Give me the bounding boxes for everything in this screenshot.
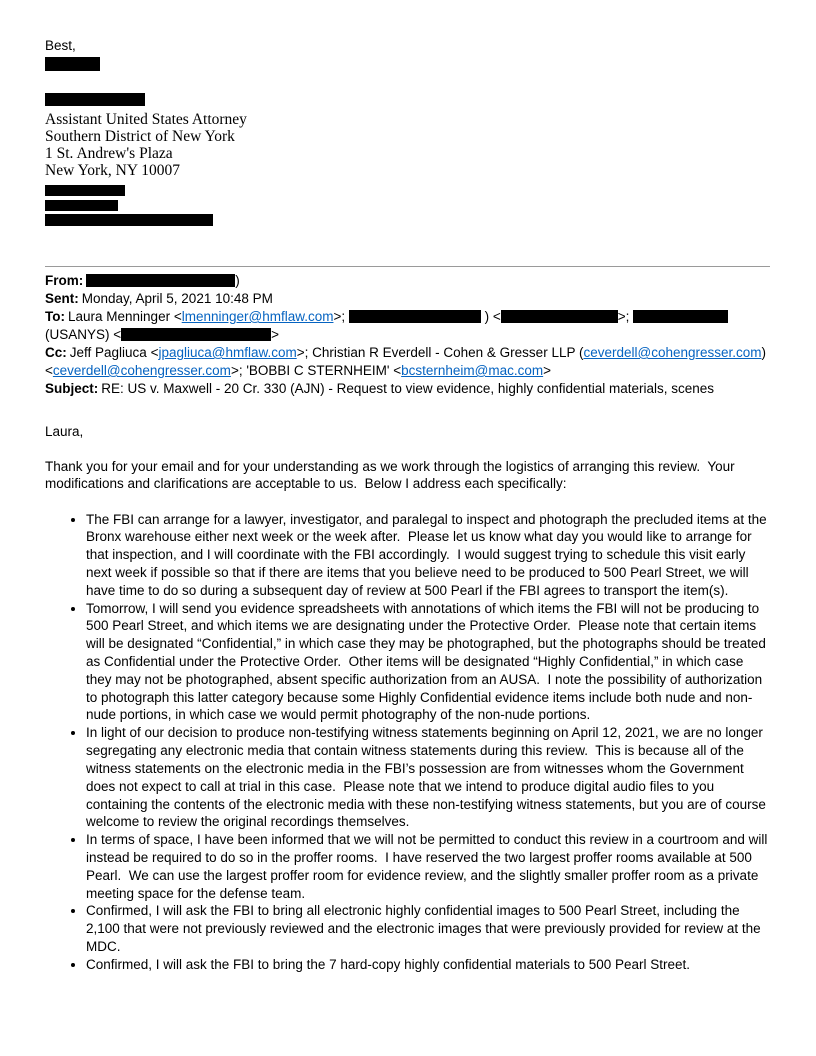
- redaction-fax-number: [45, 200, 118, 211]
- cc-label: Cc:: [45, 345, 67, 360]
- cc-text: Jeff Pagliuca <: [69, 345, 159, 360]
- bullet-item-hard-copy: • Confirmed, I will ask the FBI to bring the 7 hard-copy highly confidential materials to 500 Pearl Street.: [86, 956, 770, 974]
- redaction-to-recipient-2: [633, 310, 728, 323]
- to-text: >;: [617, 309, 634, 324]
- redaction-to-recipient-2-email: [121, 328, 271, 341]
- email-header: [45, 272, 770, 398]
- cc-email-link-everdell-2[interactable]: ceverdell@cohengresser.com: [52, 363, 231, 378]
- bullet-item-electronic-images: • Confirmed, I will ask the FBI to bring all electronic highly confidential images to 500 Pearl Street, including the 2,100 that were not previously reviewed and the electronic images that were previously provided for review at the MDC.: [86, 902, 770, 955]
- redaction-from-sender: [86, 274, 235, 287]
- bullet-item-proffer-rooms: • In terms of space, I have been informed that we will not be permitted to conduct this review in a courtroom and will instead be required to do so in the proffer rooms. I have reserved the two largest proffer rooms available at 500 Pearl. We can use the largest proffer room for evidence review, and the slightly smaller proffer room as a private meeting space for the defense team.: [86, 831, 770, 902]
- signature-title: Assistant United States Attorney: [45, 111, 247, 128]
- to-text: >: [271, 327, 280, 342]
- signature-block: [45, 93, 770, 226]
- bullet-item-inspection: • The FBI can arrange for a lawyer, investigator, and paralegal to inspect and photograph the precluded items at the Bronx warehouse either next week or the week after. Please let us know what day you would like to arrange for that inspection, and I will coordinate with the FBI accordingly. I would suggest trying to schedule this visit early next week if possible so that if there are items that you believe need to be produced to 500 Pearl Street, we will have time to do so during a subsequent day of review at 500 Pearl if the FBI agrees to transport the item(s).: [86, 511, 770, 600]
- header-divider: [45, 266, 770, 267]
- to-label: To:: [45, 309, 65, 324]
- cc-text: >; Christian R Everdell - Cohen & Gresser LLP (: [296, 345, 584, 360]
- from-label: From:: [45, 273, 84, 288]
- cc-text: >; 'BOBBI C STERNHEIM' <: [230, 363, 402, 378]
- to-text: >;: [333, 309, 349, 324]
- from-suffix: ): [235, 273, 240, 288]
- redaction-signer-full-name: [45, 93, 145, 106]
- sent-line: [45, 290, 770, 308]
- salutation: Laura,: [45, 424, 84, 439]
- subject-line: [45, 380, 770, 398]
- to-text: (USANYS) <: [45, 327, 122, 342]
- closing-text: Best,: [45, 38, 76, 53]
- signature-office: Southern District of New York: [45, 128, 235, 145]
- closing-block: [45, 38, 770, 71]
- redaction-signer-first-name: [45, 57, 100, 71]
- bullet-list: [45, 511, 770, 974]
- cc-email-link-everdell-1[interactable]: ceverdell@cohengresser.com: [583, 345, 762, 360]
- sent-label: Sent:: [45, 291, 79, 306]
- to-email-link-menninger[interactable]: lmenninger@hmflaw.com: [181, 309, 334, 324]
- subject-value: RE: US v. Maxwell - 20 Cr. 330 (AJN) - Request to view evidence, highly confidential materials, scenes: [101, 381, 715, 396]
- redaction-to-recipient-1-email: [501, 310, 618, 323]
- subject-label: Subject:: [45, 381, 99, 396]
- redaction-to-recipient-1: [349, 310, 481, 323]
- intro-paragraph: Thank you for your email and for your understanding as we work through the logistics of arranging this review. Your modifications and clarifications are acceptable to us. Below I address each specifically:: [45, 458, 739, 491]
- cc-line: [45, 344, 770, 380]
- cc-text: ): [761, 345, 767, 360]
- sent-value: Monday, April 5, 2021 10:48 PM: [81, 291, 273, 306]
- signature-address-line2: New York, NY 10007: [45, 162, 181, 179]
- cc-text: >: [543, 363, 552, 378]
- bullet-item-witness-statements: • In light of our decision to produce non-testifying witness statements beginning on April 12, 2021, we are no longer segregating any electronic media that contain witness statements during this review. This is because all of the witness statements on the electronic media in the FBI’s possession are from witnesses whom the Government does not expect to call at trial in this case. Please note that we intend to produce digital audio files to you containing the contents of the electronic media with these non-testifying witness statements, but you are of course welcome to review the original recordings themselves.: [86, 724, 770, 831]
- redaction-phone-number: [45, 185, 125, 196]
- to-text: ) <: [480, 309, 501, 324]
- bullet-item-spreadsheets: • Tomorrow, I will send you evidence spreadsheets with annotations of which items the FBI will not be producing to 500 Pearl Street, and which items we are designating under the Protective Order. Please note that certain items will be designated “Confidential,” in which case they may be photographed, but the photographs should be treated as Confidential under the Protective Order. Other items will be designated “Highly Confidential,” in which case they may not be photographed, absent specific authorization from an AUSA. I note the possibility of authorization to photograph this latter category because some Highly Confidential evidence items include both nude and non-nude portions, in which case we would permit photography of the non-nude portions.: [86, 600, 770, 725]
- cc-text: <: [45, 363, 53, 378]
- from-line: [45, 272, 770, 290]
- email-body: [45, 423, 770, 974]
- to-line: [45, 308, 770, 344]
- signature-address-line1: 1 St. Andrew's Plaza: [45, 145, 173, 162]
- cc-email-link-pagliuca[interactable]: jpagliuca@hmflaw.com: [158, 345, 297, 360]
- to-text: Laura Menninger <: [68, 309, 182, 324]
- redaction-email-address: [45, 214, 213, 226]
- cc-email-link-sternheim[interactable]: bcsternheim@mac.com: [401, 363, 544, 378]
